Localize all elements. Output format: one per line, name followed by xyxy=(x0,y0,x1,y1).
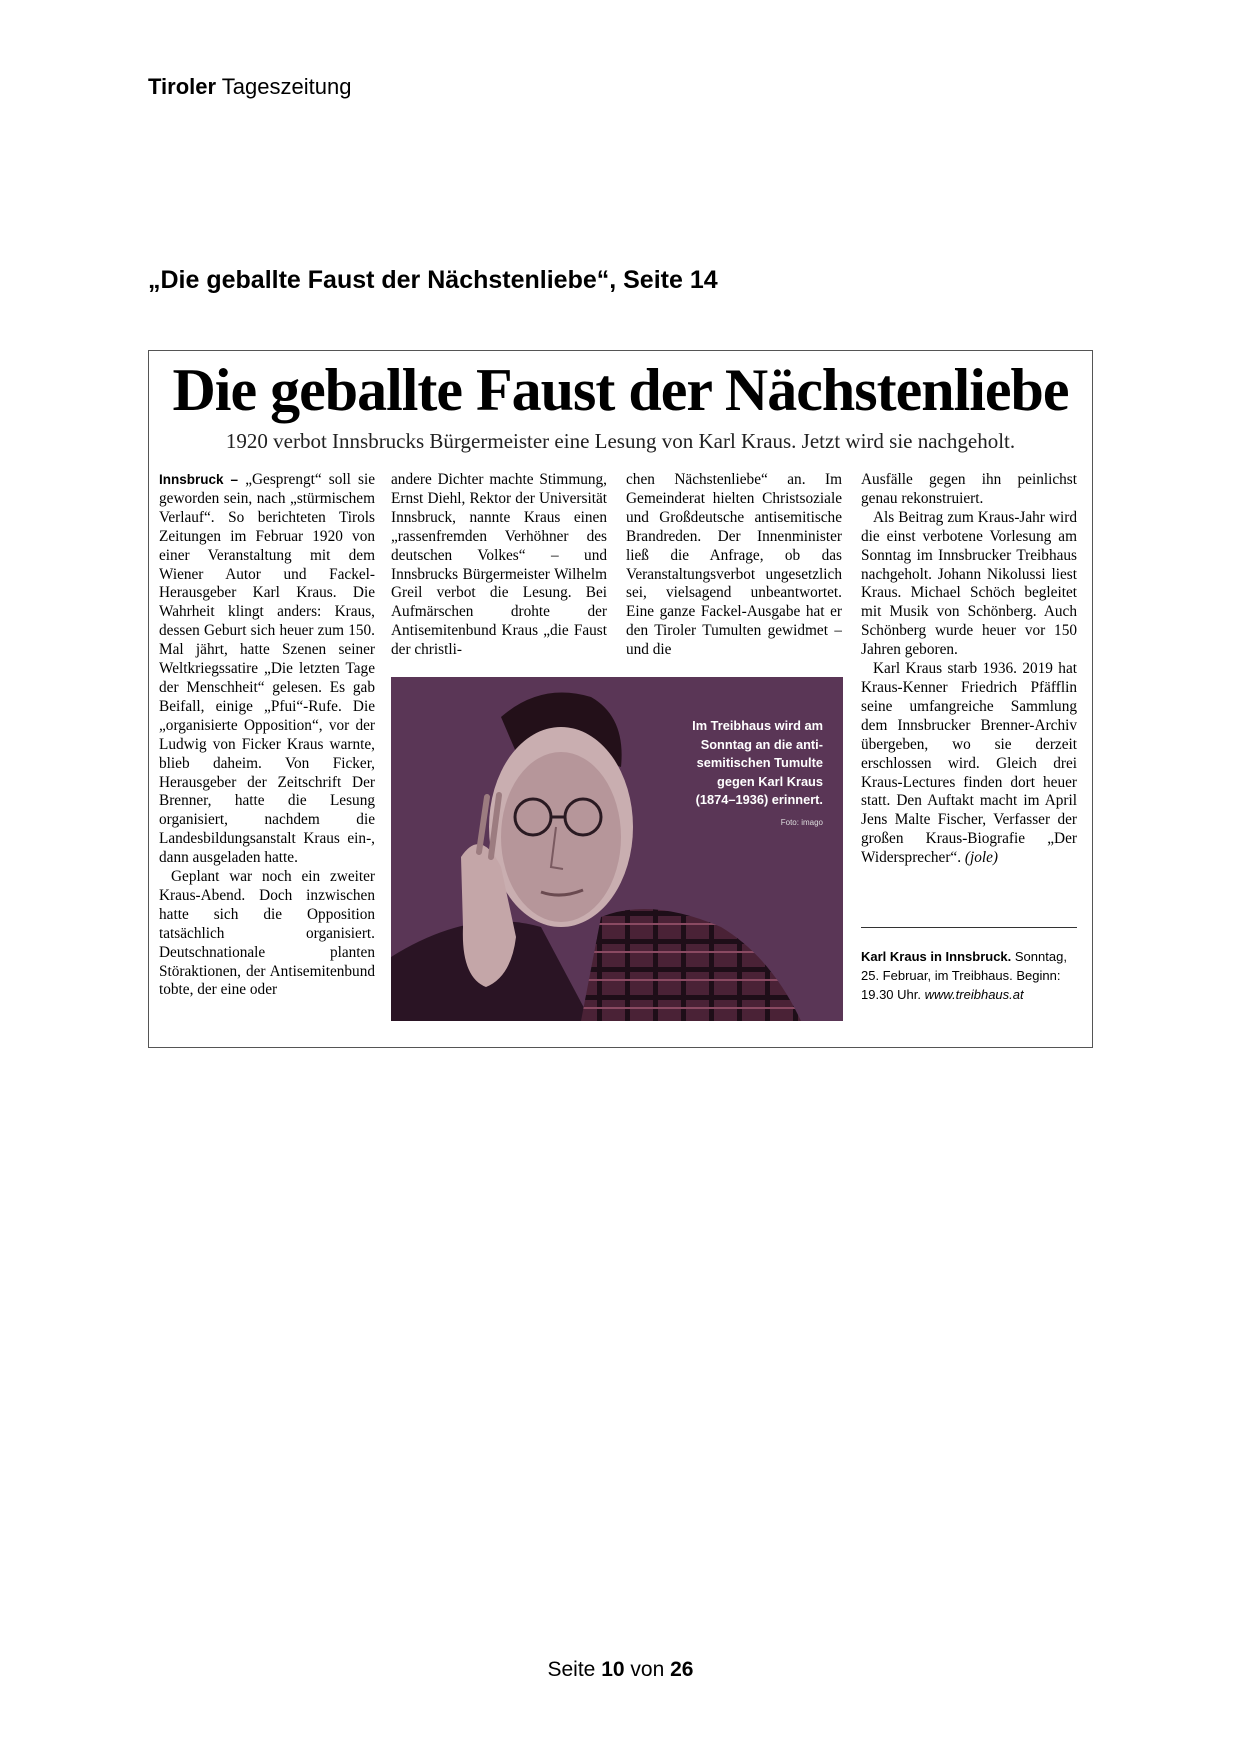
caption-line-4: gegen Karl Kraus xyxy=(717,773,823,789)
column-2-text: andere Dichter machte Stimmung, Ernst Diehl, Rektor der Universität Innsbruck, nannte Kraus einen „rassenfremden Verhöhner des deutschen Volkes“ – und Innsbrucks Bürgermeister Wilhelm Greil verbot die Lesung. Bei Aufmärschen drohte der Antisemitenbund Kraus „die Faust der christli- xyxy=(391,471,607,659)
photo-credit: Foto: imago xyxy=(780,817,823,827)
column-3-text: chen Nächstenliebe“ an. Im Gemeinderat hielten Christsoziale und Großdeutsche antisemitische Brandreden. Der Innenminister ließ die Anfrage, ob das Veranstaltungsverbot ungesetzlich sei, vielsagend unbeantwortet. Eine ganze Fackel-Ausgabe hat er den Tiroler Tumulten gewidmet – und die xyxy=(626,471,842,659)
brand-rest: Tageszeitung xyxy=(221,74,352,99)
photo-caption xyxy=(659,717,823,833)
article-column-1 xyxy=(159,471,375,1000)
article-column-3 xyxy=(626,471,842,660)
event-info-box xyxy=(861,947,1077,1004)
column-1-paragraph-1: „Gesprengt“ soll sie geworden sein, nach „stürmischem Verlauf“. So berichteten Tirols Zeitungen im Februar 1920 von einer Veranstaltung mit dem Wiener Autor und Fackel-Herausgeber Karl Kraus. Die Wahrheit klingt anders: Kraus, dessen Geburt sich heuer zum 150. Mal jährt, hatte Szenen seiner Weltkriegssatire „Die letzten Tage der Menschheit“ gelesen. Es gab Beifall, einige „Pfui“-Rufe. Die „organisierte Opposition“, vor der Ludwig von Ficker Kraus warnte, blieb daheim. Von Ficker, Herausgeber der Zeitschrift Der Brenner, hatte die Lesung organisiert, nachdem die Landesbildungsanstalt Kraus ein-, dann ausgeladen hatte. xyxy=(159,471,375,867)
footer-middle: von xyxy=(630,1658,665,1681)
column-4-paragraph-1: Ausfälle gegen ihn peinlichst genau rekonstruiert. xyxy=(861,471,1077,507)
newspaper-name xyxy=(148,74,351,100)
footer-prefix: Seite xyxy=(547,1658,596,1681)
dateline: Innsbruck – xyxy=(159,472,239,487)
article-clipping xyxy=(148,350,1093,1048)
caption-line-1: Im Treibhaus wird am xyxy=(692,718,823,733)
article-subheadline: 1920 verbot Innsbrucks Bürgermeister eine Lesung von Karl Kraus. Jetzt wird sie nachgeholt. xyxy=(225,429,1016,453)
event-info-url[interactable]: www.treibhaus.at xyxy=(924,987,1024,1002)
caption-line-5: (1874–1936) erinnert. xyxy=(695,792,823,808)
current-page-number: 10 xyxy=(601,1658,625,1681)
caption-line-3: semitischen Tumulte xyxy=(696,755,823,771)
column-1-paragraph-2: Geplant war noch ein zweiter Kraus-Abend. Doch inzwischen hatte sich die Opposition tatsächlich organisiert. Deutschnationale planten Störaktionen, der Antisemitenbund tobte, der eine oder xyxy=(159,868,375,999)
column-4-paragraph-2: Als Beitrag zum Kraus-Jahr wird die einst verbotene Vorlesung am Sonntag im Innsbrucker Treibhaus nachgeholt. Johann Nikolussi liest Kraus. Michael Schöch begleitet mit Musik von Schönberg. Auch Schönberg wurde heuer vor 150 Jahren geboren. xyxy=(861,508,1077,659)
column-4-paragraph-3: Karl Kraus starb 1936. 2019 hat Kraus-Kenner Friedrich Pfäfflin seine umfangreiche Sammlung dem Innsbrucker Brenner-Archiv übergeben, wo sie derzeit erschlossen wird. Gleich drei Kraus-Lectures finden dort heuer statt. Den Auftakt macht im April Jens Malte Fischer, Verfasser der großen Kraus-Biografie „Der Widersprecher“. xyxy=(861,660,1077,867)
author-initials: (jole) xyxy=(964,849,998,867)
event-info-details: Sonntag, 25. Februar, im Treibhaus. Beginn: 19.30 Uhr. xyxy=(861,949,1067,1002)
brand-bold: Tiroler xyxy=(148,74,217,99)
info-box-divider xyxy=(861,927,1077,928)
article-column-4 xyxy=(861,471,1077,868)
caption-line-2: Sonntag an die anti- xyxy=(700,736,823,752)
article-column-2 xyxy=(391,471,607,660)
article-headline: Die geballte Faust der Nächstenliebe xyxy=(172,357,1069,423)
karl-kraus-portrait-photo xyxy=(391,677,843,1021)
event-info-title: Karl Kraus in Innsbruck. xyxy=(861,949,1012,964)
page-footer xyxy=(0,1658,1241,1682)
document-title: „Die geballte Faust der Nächstenliebe“, Seite 14 xyxy=(148,266,718,294)
total-page-count: 26 xyxy=(670,1658,694,1681)
